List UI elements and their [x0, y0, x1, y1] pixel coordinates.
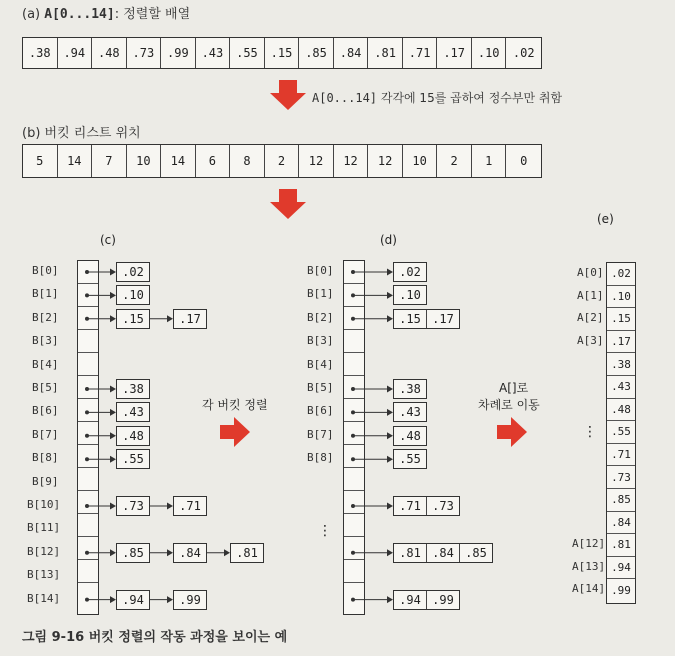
- list-node: [116, 379, 150, 399]
- sorted-bucket: [393, 590, 460, 610]
- result-index-label: A[12]: [572, 537, 606, 551]
- bucket-label: B[12]: [27, 544, 61, 558]
- result-index-label: A[1]: [577, 288, 604, 302]
- result-cell: .55: [607, 421, 635, 444]
- array-cell: .81: [368, 38, 403, 68]
- node-value: .81: [394, 544, 427, 562]
- result-index-label: A[0]: [577, 266, 604, 279]
- result-cell: .94: [607, 557, 635, 580]
- list-node: [173, 309, 207, 329]
- array-cell: .02: [512, 46, 535, 60]
- bucket-label: B[8]: [307, 451, 334, 465]
- bucket-label: B[5]: [307, 381, 334, 394]
- pointer-arrow: [87, 549, 116, 556]
- bucket-label: B[0]: [32, 264, 59, 277]
- move-note-1: A[]로: [499, 381, 529, 395]
- pointer-arrow: [353, 386, 393, 393]
- node-value: .10: [122, 288, 144, 303]
- bucket-label: B[7]: [307, 427, 334, 441]
- section-a-title: (a) A[0...14]: 정렬할 배열: [22, 7, 191, 22]
- node-value: .73: [432, 499, 454, 513]
- result-index-label: A[14]: [572, 582, 606, 596]
- bucket-label: B[3]: [307, 334, 334, 348]
- panel-d-label: (d): [380, 233, 397, 247]
- node-value: .43: [122, 405, 144, 420]
- result-index-label: A[3]: [577, 333, 604, 347]
- list-node: [173, 496, 207, 516]
- move-note-2: 차례로 이동: [478, 398, 540, 412]
- bucket-label: B[6]: [32, 404, 59, 418]
- result-cell: .38: [607, 353, 635, 376]
- index-cell: 5: [23, 145, 58, 177]
- bucket-label: B[7]: [32, 427, 59, 441]
- bucket-label: B[2]: [32, 310, 59, 324]
- node-value: .85: [122, 545, 144, 560]
- pointer-arrow: [87, 596, 116, 603]
- node-value: .38: [399, 382, 421, 396]
- pointer-arrow: [87, 292, 116, 299]
- pointer-arrow: [353, 432, 393, 439]
- result-cell: .84: [607, 512, 635, 535]
- result-cell: .85: [607, 489, 635, 512]
- index-cell: 2: [437, 145, 472, 177]
- node-value: .15: [394, 310, 427, 328]
- pointer-arrow: [87, 386, 116, 393]
- result-cell: .17: [607, 331, 635, 354]
- result-index-label: A[2]: [577, 311, 604, 325]
- panel-c-label: (c): [100, 233, 116, 247]
- pointer-arrow: [87, 409, 116, 416]
- node-value: .10: [399, 288, 421, 303]
- bucket-label: B[3]: [32, 334, 59, 348]
- index-cell: 12: [334, 145, 369, 177]
- array-cell: .84: [334, 38, 369, 68]
- node-value: .81: [236, 545, 258, 560]
- sorted-bucket: [393, 309, 460, 329]
- result-cell: .73: [607, 466, 635, 489]
- pointer-arrow: [353, 549, 393, 556]
- array-cell: .73: [127, 38, 162, 68]
- node-value: .55: [399, 452, 421, 467]
- list-node: [116, 496, 150, 516]
- pointer-arrow: [353, 456, 393, 463]
- array-cell: .85: [299, 38, 334, 68]
- index-cell: 10: [403, 145, 438, 177]
- index-cell: 2: [265, 145, 300, 177]
- pointer-arrow: [207, 549, 230, 556]
- pointer-arrow: [87, 503, 116, 510]
- result-cell: .10: [607, 286, 635, 309]
- node-value: .84: [427, 544, 460, 562]
- bucket-label: B[0]: [307, 264, 334, 277]
- node-value: .02: [399, 265, 421, 279]
- list-node: [173, 543, 207, 563]
- index-cell: 7: [92, 145, 127, 177]
- node-value: .43: [399, 405, 421, 420]
- list-node: [116, 309, 150, 329]
- index-cell: 10: [127, 145, 162, 177]
- index-cell: 6: [196, 145, 231, 177]
- result-cell: .15: [607, 308, 635, 331]
- ellipsis-d: ⋮: [318, 523, 332, 539]
- sorted-bucket: [393, 449, 427, 469]
- pointer-arrow: [150, 315, 173, 322]
- bucket-label: B[9]: [32, 474, 59, 488]
- index-cell: 14: [58, 145, 93, 177]
- sorted-bucket: [393, 543, 493, 563]
- node-value: .94: [122, 592, 144, 607]
- bucket-label: B[1]: [307, 287, 334, 301]
- array-cell: .55: [230, 38, 265, 68]
- list-node: [116, 543, 150, 563]
- list-node: [116, 590, 150, 610]
- bucket-label: B[2]: [307, 310, 334, 324]
- bucket-label: B[13]: [27, 568, 61, 582]
- result-cell: .43: [607, 376, 635, 399]
- sort-note: 각 버킷 정렬: [202, 398, 268, 412]
- bucket-label: B[4]: [307, 357, 334, 371]
- list-node: [116, 449, 150, 469]
- bucket-label: B[10]: [27, 498, 61, 511]
- index-cell: 14: [161, 145, 196, 177]
- index-cell: 12: [368, 145, 403, 177]
- sorted-bucket: [393, 496, 460, 516]
- array-cell: .43: [196, 38, 231, 68]
- pointer-arrow: [87, 315, 116, 322]
- pointer-arrow: [87, 456, 116, 463]
- sorted-bucket: [393, 379, 427, 399]
- section-b-title: (b) 버킷 리스트 위치: [22, 126, 141, 141]
- index-cell: 1: [472, 145, 507, 177]
- sorted-bucket: [393, 262, 427, 282]
- node-value: .71: [179, 499, 201, 513]
- node-value: .15: [122, 311, 144, 326]
- bucket-label: B[1]: [32, 287, 59, 301]
- pointer-arrow: [87, 432, 116, 439]
- node-value: .85: [465, 545, 487, 560]
- pointer-arrow: [353, 596, 393, 603]
- bucket-label: B[4]: [32, 357, 59, 371]
- array-cell: .17: [437, 38, 472, 68]
- node-value: .84: [179, 545, 201, 560]
- bucket-label: B[5]: [32, 381, 59, 394]
- node-value: .99: [179, 592, 201, 607]
- node-value: .02: [122, 265, 144, 279]
- node-value: .17: [432, 311, 454, 326]
- result-cell: .81: [607, 534, 635, 557]
- list-node: [116, 426, 150, 446]
- array-cell: .94: [58, 38, 93, 68]
- list-node: [116, 262, 150, 282]
- panel-e-label: (e): [597, 212, 614, 226]
- pointer-arrow: [87, 269, 116, 276]
- bucket-label: B[6]: [307, 404, 334, 418]
- node-value: .48: [122, 428, 144, 443]
- array-cell: .10: [472, 38, 507, 68]
- node-value: .71: [394, 497, 427, 515]
- node-value: .99: [432, 592, 454, 607]
- array-cell: .48: [92, 38, 127, 68]
- pointer-arrow: [150, 503, 173, 510]
- array-cell: .99: [161, 38, 196, 68]
- result-index-label: A[13]: [572, 559, 606, 573]
- bucket-label: B[8]: [32, 451, 59, 465]
- node-value: .55: [122, 452, 144, 467]
- list-node: [116, 402, 150, 422]
- pointer-arrow: [353, 503, 393, 510]
- result-cell: .02: [607, 263, 635, 286]
- sorted-bucket: [393, 402, 427, 422]
- array-cell: .15: [265, 38, 300, 68]
- index-cell: 8: [230, 145, 265, 177]
- pointer-arrow: [150, 549, 173, 556]
- result-cell: .71: [607, 444, 635, 467]
- pointer-arrow: [353, 315, 393, 322]
- sorted-bucket: [393, 285, 427, 305]
- bucket-label: B[14]: [27, 591, 61, 605]
- node-value: .73: [122, 499, 144, 513]
- ellipsis-e: ⋮: [583, 424, 597, 440]
- array-cell: .71: [403, 38, 438, 68]
- list-node: [173, 590, 207, 610]
- list-node: [230, 543, 264, 563]
- pointer-arrow: [353, 292, 393, 299]
- array-cell: .38: [23, 38, 58, 68]
- node-value: .94: [394, 591, 427, 609]
- node-value: .48: [399, 428, 421, 443]
- node-value: .17: [179, 311, 201, 326]
- figure-caption: 그림 9-16 버킷 정렬의 작동 과정을 보이는 예: [22, 630, 288, 645]
- bucket-label: B[11]: [27, 521, 61, 535]
- result-cell: .48: [607, 399, 635, 422]
- index-cell: 12: [299, 145, 334, 177]
- pointer-arrow: [150, 596, 173, 603]
- node-value: .38: [122, 382, 144, 396]
- step-note: A[0...14] 각각에 15를 곱하여 정수부만 취함: [312, 91, 563, 105]
- pointer-arrow: [353, 409, 393, 416]
- list-node: [116, 285, 150, 305]
- sorted-bucket: [393, 426, 427, 446]
- index-cell: 0: [520, 154, 528, 168]
- result-cell: .99: [611, 584, 631, 598]
- pointer-arrow: [353, 269, 393, 276]
